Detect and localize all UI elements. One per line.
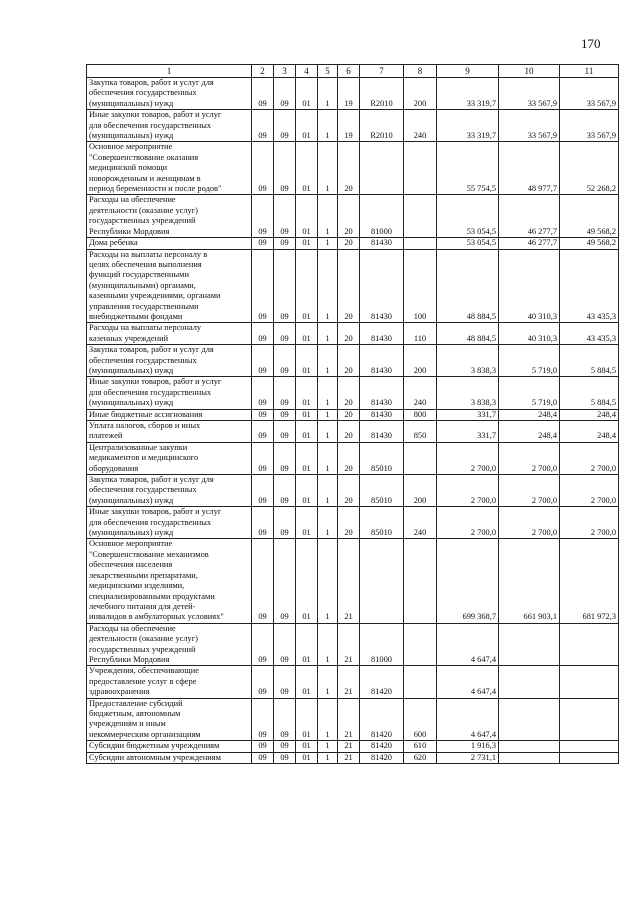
code-cell: 19 [338, 78, 360, 110]
code-cell: R2010 [360, 78, 404, 110]
code-cell: 1 [318, 507, 338, 539]
table-row [87, 195, 619, 238]
column-header: 11 [560, 65, 619, 78]
row-name: Закупка товаров, работ и услуг для обеспечения государственных (муниципальных) нужд [87, 345, 252, 377]
row-name: Расходы на выплаты персоналу в целях обеспечения выполнения функций государственными (муниципальными) органами, казенными учреждениями, органами управления государственными внебюджетными фондами [87, 249, 252, 323]
code-cell: 01 [296, 377, 318, 409]
code-cell: 1 [318, 249, 338, 323]
table-row [87, 249, 619, 323]
code-cell: 20 [338, 195, 360, 238]
amount-cell: 2 700,0 [437, 442, 499, 474]
code-cell: 01 [296, 752, 318, 763]
table-row [87, 78, 619, 110]
code-cell: 09 [274, 507, 296, 539]
code-cell: 09 [252, 666, 274, 698]
code-cell: 09 [252, 623, 274, 666]
code-cell: 09 [252, 323, 274, 345]
amount-cell [560, 741, 619, 752]
column-header: 9 [437, 65, 499, 78]
code-cell: 200 [404, 345, 437, 377]
table-row [87, 142, 619, 195]
table-row [87, 377, 619, 409]
amount-cell: 52 268,2 [560, 142, 619, 195]
code-cell: 01 [296, 238, 318, 249]
amount-cell: 2 700,0 [437, 475, 499, 507]
code-cell: 09 [274, 238, 296, 249]
code-cell: 09 [274, 142, 296, 195]
code-cell: 81430 [360, 409, 404, 420]
code-cell: 81000 [360, 623, 404, 666]
code-cell: 09 [252, 195, 274, 238]
column-header: 4 [296, 65, 318, 78]
code-cell: 09 [252, 741, 274, 752]
table-row [87, 323, 619, 345]
amount-cell: 49 568,2 [560, 238, 619, 249]
amount-cell: 2 731,1 [437, 752, 499, 763]
table-row [87, 698, 619, 741]
amount-cell: 33 319,7 [437, 78, 499, 110]
code-cell: 01 [296, 323, 318, 345]
code-cell: 20 [338, 345, 360, 377]
column-header: 6 [338, 65, 360, 78]
code-cell: 1 [318, 741, 338, 752]
amount-cell: 33 567,9 [499, 110, 560, 142]
code-cell: 01 [296, 409, 318, 420]
code-cell: 01 [296, 345, 318, 377]
row-name: Дома ребенка [87, 238, 252, 249]
code-cell: 1 [318, 323, 338, 345]
code-cell [360, 539, 404, 623]
code-cell: 110 [404, 323, 437, 345]
code-cell: 09 [274, 539, 296, 623]
amount-cell: 248,4 [499, 421, 560, 443]
code-cell: 09 [274, 475, 296, 507]
table-row [87, 238, 619, 249]
amount-cell [560, 752, 619, 763]
amount-cell: 2 700,0 [499, 507, 560, 539]
row-name: Закупка товаров, работ и услуг для обеспечения государственных (муниципальных) нужд [87, 475, 252, 507]
table-row [87, 752, 619, 763]
code-cell: 85010 [360, 507, 404, 539]
amount-cell: 48 977,7 [499, 142, 560, 195]
code-cell: 1 [318, 409, 338, 420]
code-cell: 81430 [360, 249, 404, 323]
table-row [87, 345, 619, 377]
code-cell: 01 [296, 249, 318, 323]
code-cell: 200 [404, 475, 437, 507]
code-cell: 20 [338, 238, 360, 249]
code-cell: 20 [338, 475, 360, 507]
amount-cell: 43 435,3 [560, 249, 619, 323]
amount-cell: 43 435,3 [560, 323, 619, 345]
code-cell: 09 [274, 195, 296, 238]
amount-cell: 33 567,9 [560, 78, 619, 110]
row-name: Расходы на обеспечение деятельности (оказание услуг) государственных учреждений Республики Мордовия [87, 623, 252, 666]
amount-cell [499, 666, 560, 698]
amount-cell: 2 700,0 [560, 442, 619, 474]
code-cell: 20 [338, 409, 360, 420]
amount-cell: 2 700,0 [437, 507, 499, 539]
amount-cell: 49 568,2 [560, 195, 619, 238]
code-cell: 09 [252, 345, 274, 377]
code-cell: 20 [338, 421, 360, 443]
row-name: Учреждения, обеспечивающие предоставление услуг в сфере здравоохранения [87, 666, 252, 698]
code-cell: 1 [318, 421, 338, 443]
row-name: Расходы на выплаты персоналу казенных учреждений [87, 323, 252, 345]
amount-cell: 661 903,1 [499, 539, 560, 623]
code-cell: 81430 [360, 345, 404, 377]
amount-cell: 5 719,0 [499, 377, 560, 409]
code-cell: 09 [274, 752, 296, 763]
code-cell [404, 623, 437, 666]
amount-cell [499, 623, 560, 666]
code-cell: 20 [338, 507, 360, 539]
row-name: Иные закупки товаров, работ и услуг для обеспечения государственных (муниципальных) нужд [87, 110, 252, 142]
code-cell: 610 [404, 741, 437, 752]
code-cell: 240 [404, 507, 437, 539]
code-cell: 09 [274, 623, 296, 666]
amount-cell: 248,4 [560, 409, 619, 420]
amount-cell: 2 700,0 [560, 507, 619, 539]
code-cell: 1 [318, 666, 338, 698]
code-cell: 09 [274, 249, 296, 323]
amount-cell [560, 666, 619, 698]
row-name: Предоставление субсидий бюджетным, автономным учреждениям и иным некоммерческим организациям [87, 698, 252, 741]
amount-cell: 4 647,4 [437, 698, 499, 741]
amount-cell: 248,4 [560, 421, 619, 443]
row-name: Уплата налогов, сборов и иных платежей [87, 421, 252, 443]
code-cell: 09 [274, 345, 296, 377]
table-row [87, 475, 619, 507]
code-cell: 09 [274, 78, 296, 110]
code-cell: 81420 [360, 666, 404, 698]
code-cell: 09 [252, 475, 274, 507]
amount-cell: 46 277,7 [499, 195, 560, 238]
column-header: 10 [499, 65, 560, 78]
code-cell: 01 [296, 507, 318, 539]
code-cell: 1 [318, 752, 338, 763]
column-header: 8 [404, 65, 437, 78]
amount-cell: 53 054,5 [437, 238, 499, 249]
row-name: Основное мероприятие "Совершенствование оказания медицинской помощи новорожденным и женщинам в период беременности и после родов" [87, 142, 252, 195]
code-cell [404, 666, 437, 698]
row-name: Основное мероприятие "Совершенствование механизмов обеспечения населения лекарственными препаратами, медицинскими изделиями, специализированными продуктами лечебного питания для детей- инвалидов в амбулаторных условиях" [87, 539, 252, 623]
row-name: Иные бюджетные ассигнования [87, 409, 252, 420]
code-cell: 01 [296, 78, 318, 110]
code-cell: 240 [404, 110, 437, 142]
code-cell: 09 [274, 666, 296, 698]
row-name: Иные закупки товаров, работ и услуг для обеспечения государственных (муниципальных) нужд [87, 507, 252, 539]
code-cell: 09 [274, 421, 296, 443]
code-cell: 09 [252, 752, 274, 763]
amount-cell: 48 884,5 [437, 249, 499, 323]
code-cell: 100 [404, 249, 437, 323]
code-cell: 09 [252, 698, 274, 741]
budget-table [86, 64, 619, 764]
amount-cell [499, 698, 560, 741]
code-cell [404, 195, 437, 238]
amount-cell: 55 754,5 [437, 142, 499, 195]
code-cell: 09 [252, 78, 274, 110]
code-cell: 85010 [360, 442, 404, 474]
amount-cell: 331,7 [437, 421, 499, 443]
code-cell: 20 [338, 142, 360, 195]
code-cell: 1 [318, 110, 338, 142]
code-cell: R2010 [360, 110, 404, 142]
amount-cell: 4 647,4 [437, 623, 499, 666]
code-cell: 20 [338, 442, 360, 474]
code-cell: 09 [252, 539, 274, 623]
amount-cell [499, 752, 560, 763]
amount-cell: 5 719,0 [499, 345, 560, 377]
row-name: Расходы на обеспечение деятельности (оказание услуг) государственных учреждений Республики Мордовия [87, 195, 252, 238]
code-cell: 09 [274, 442, 296, 474]
row-name: Субсидии бюджетным учреждениям [87, 741, 252, 752]
code-cell: 19 [338, 110, 360, 142]
column-header: 2 [252, 65, 274, 78]
amount-cell [499, 741, 560, 752]
amount-cell: 2 700,0 [560, 475, 619, 507]
code-cell: 09 [252, 377, 274, 409]
row-name: Субсидии автономным учреждениям [87, 752, 252, 763]
amount-cell [560, 698, 619, 741]
amount-cell: 40 310,3 [499, 323, 560, 345]
code-cell: 01 [296, 666, 318, 698]
amount-cell: 33 567,9 [560, 110, 619, 142]
code-cell: 200 [404, 78, 437, 110]
code-cell: 09 [274, 698, 296, 741]
code-cell: 09 [274, 323, 296, 345]
code-cell: 09 [252, 507, 274, 539]
page-number: 170 [581, 36, 601, 51]
code-cell: 01 [296, 741, 318, 752]
code-cell: 1 [318, 698, 338, 741]
code-cell: 240 [404, 377, 437, 409]
table-row [87, 666, 619, 698]
code-cell: 21 [338, 752, 360, 763]
column-header: 5 [318, 65, 338, 78]
code-cell: 09 [252, 238, 274, 249]
code-cell: 81000 [360, 195, 404, 238]
amount-cell: 33 567,9 [499, 78, 560, 110]
amount-cell: 2 700,0 [499, 442, 560, 474]
code-cell: 620 [404, 752, 437, 763]
code-cell: 850 [404, 421, 437, 443]
code-cell: 1 [318, 238, 338, 249]
code-cell: 01 [296, 195, 318, 238]
code-cell [404, 539, 437, 623]
code-cell: 600 [404, 698, 437, 741]
code-cell [404, 442, 437, 474]
code-cell: 09 [252, 409, 274, 420]
code-cell [360, 142, 404, 195]
code-cell [404, 238, 437, 249]
amount-cell: 48 884,5 [437, 323, 499, 345]
code-cell: 09 [252, 249, 274, 323]
code-cell: 1 [318, 539, 338, 623]
code-cell: 1 [318, 377, 338, 409]
code-cell: 1 [318, 142, 338, 195]
code-cell: 09 [274, 741, 296, 752]
code-cell: 09 [274, 110, 296, 142]
code-cell: 800 [404, 409, 437, 420]
row-name: Закупка товаров, работ и услуг для обеспечения государственных (муниципальных) нужд [87, 78, 252, 110]
code-cell: 21 [338, 539, 360, 623]
code-cell: 09 [274, 409, 296, 420]
column-header: 1 [87, 65, 252, 78]
code-cell: 81430 [360, 421, 404, 443]
code-cell: 1 [318, 78, 338, 110]
header-row [87, 65, 619, 78]
code-cell: 85010 [360, 475, 404, 507]
amount-cell: 331,7 [437, 409, 499, 420]
code-cell: 01 [296, 539, 318, 623]
code-cell: 1 [318, 195, 338, 238]
code-cell: 09 [252, 442, 274, 474]
code-cell: 09 [274, 377, 296, 409]
code-cell: 01 [296, 442, 318, 474]
code-cell: 1 [318, 623, 338, 666]
code-cell: 21 [338, 698, 360, 741]
code-cell: 01 [296, 110, 318, 142]
column-header: 7 [360, 65, 404, 78]
table-row [87, 421, 619, 443]
code-cell: 01 [296, 475, 318, 507]
table-row [87, 110, 619, 142]
table-row [87, 539, 619, 623]
amount-cell: 53 054,5 [437, 195, 499, 238]
code-cell: 1 [318, 345, 338, 377]
amount-cell: 681 972,3 [560, 539, 619, 623]
amount-cell: 5 884,5 [560, 345, 619, 377]
code-cell: 09 [252, 110, 274, 142]
amount-cell: 3 838,3 [437, 345, 499, 377]
amount-cell: 40 310,3 [499, 249, 560, 323]
amount-cell: 699 368,7 [437, 539, 499, 623]
code-cell [404, 142, 437, 195]
code-cell: 81430 [360, 323, 404, 345]
code-cell: 1 [318, 475, 338, 507]
code-cell: 1 [318, 442, 338, 474]
code-cell: 81420 [360, 741, 404, 752]
row-name: Иные закупки товаров, работ и услуг для обеспечения государственных (муниципальных) нужд [87, 377, 252, 409]
amount-cell [560, 623, 619, 666]
code-cell: 20 [338, 377, 360, 409]
amount-cell: 1 916,3 [437, 741, 499, 752]
table-row [87, 623, 619, 666]
table-row [87, 442, 619, 474]
amount-cell: 4 647,4 [437, 666, 499, 698]
row-name: Централизованные закупки медикаментов и медицинского оборудования [87, 442, 252, 474]
code-cell: 81430 [360, 377, 404, 409]
code-cell: 20 [338, 249, 360, 323]
code-cell: 21 [338, 666, 360, 698]
code-cell: 20 [338, 323, 360, 345]
code-cell: 81420 [360, 752, 404, 763]
code-cell: 09 [252, 142, 274, 195]
amount-cell: 5 884,5 [560, 377, 619, 409]
code-cell: 09 [252, 421, 274, 443]
code-cell: 21 [338, 623, 360, 666]
amount-cell: 3 838,3 [437, 377, 499, 409]
amount-cell: 46 277,7 [499, 238, 560, 249]
table-row [87, 409, 619, 420]
amount-cell: 248,4 [499, 409, 560, 420]
amount-cell: 33 319,7 [437, 110, 499, 142]
code-cell: 01 [296, 421, 318, 443]
amount-cell: 2 700,0 [499, 475, 560, 507]
column-header: 3 [274, 65, 296, 78]
code-cell: 01 [296, 623, 318, 666]
code-cell: 01 [296, 698, 318, 741]
code-cell: 21 [338, 741, 360, 752]
code-cell: 81420 [360, 698, 404, 741]
table-row [87, 741, 619, 752]
code-cell: 01 [296, 142, 318, 195]
table-row [87, 507, 619, 539]
code-cell: 81430 [360, 238, 404, 249]
